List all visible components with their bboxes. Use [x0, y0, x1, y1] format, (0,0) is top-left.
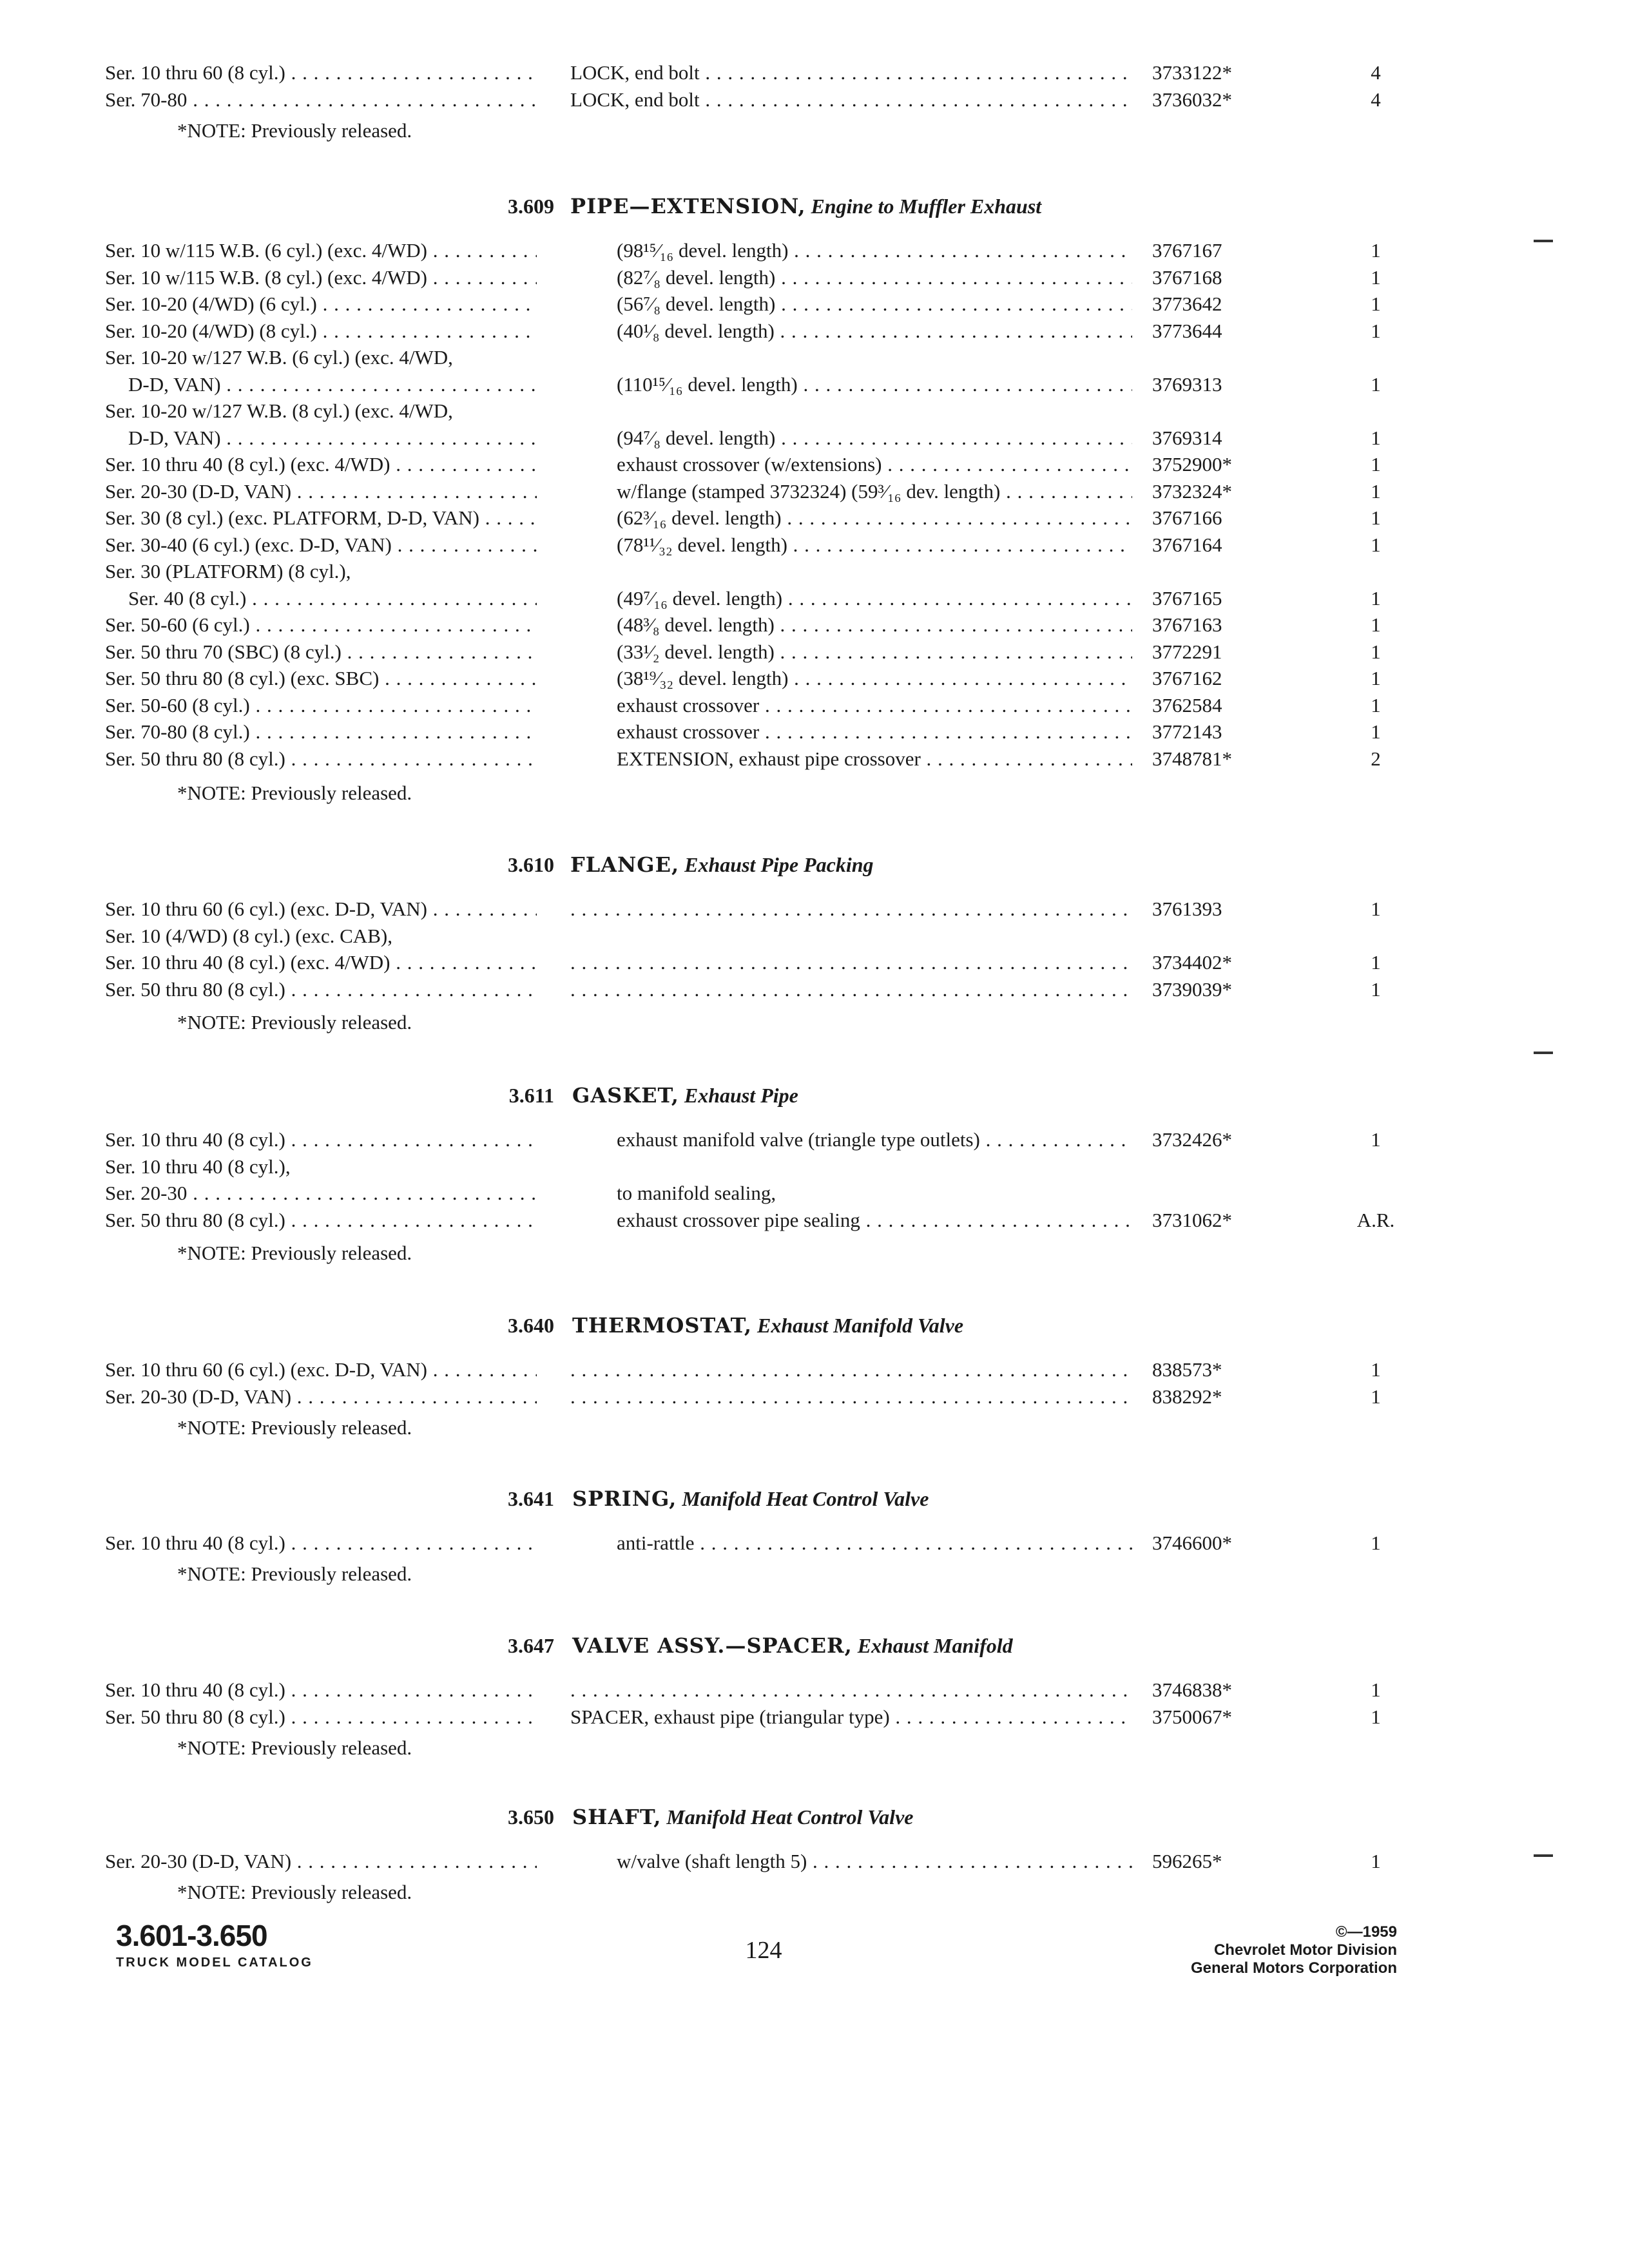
- description: [570, 1383, 1132, 1410]
- quantity: 1: [1371, 1678, 1381, 1701]
- section-subtitle: Exhaust Pipe Packing: [684, 853, 874, 876]
- quantity: 1: [1371, 1705, 1381, 1728]
- part-number: 3769314: [1152, 426, 1222, 449]
- section-title: SPRING,: [572, 1486, 677, 1511]
- application: Ser. 10 w/115 W.B. (8 cyl.) (exc. 4/WD) . . .: [105, 264, 537, 291]
- section-number: 3.647: [508, 1634, 554, 1657]
- description: to manifold sealing,: [617, 1182, 776, 1204]
- part-number: 3732324*: [1152, 479, 1232, 503]
- description: SPACER, exhaust pipe (triangular type) . . .: [570, 1704, 1132, 1731]
- section-title: PIPE—EXTENSION,: [570, 194, 806, 218]
- application: Ser. 50 thru 80 (8 cyl.) . . .: [105, 976, 537, 1003]
- application: Ser. 10-20 w/127 W.B. (8 cyl.) (exc. 4/WD,: [105, 399, 453, 422]
- section-subtitle: Exhaust Pipe: [684, 1084, 798, 1107]
- part-number: 3767165: [1152, 586, 1222, 610]
- section-subtitle: Manifold Heat Control Valve: [666, 1805, 914, 1829]
- part-number: 3762584: [1152, 693, 1222, 716]
- description: (48³⁄₈ devel. length) . . .: [617, 611, 1132, 639]
- quantity: 1: [1371, 667, 1381, 689]
- quantity: 1: [1371, 951, 1381, 974]
- section-number: 3.611: [508, 1084, 554, 1107]
- quantity: A.R.: [1356, 1208, 1395, 1231]
- quantity: 1: [1371, 533, 1381, 556]
- description: [570, 896, 1132, 923]
- application: Ser. 20-30 . . .: [105, 1180, 537, 1207]
- quantity: 1: [1371, 1385, 1381, 1408]
- part-number: 838573*: [1152, 1358, 1222, 1381]
- quantity: 1: [1371, 1128, 1381, 1151]
- part-number: 3733122*: [1152, 61, 1232, 84]
- description: LOCK, end bolt . . .: [570, 59, 1132, 86]
- application: Ser. 10 w/115 W.B. (6 cyl.) (exc. 4/WD) . . .: [105, 237, 537, 264]
- description: anti-rattle . . .: [617, 1530, 1132, 1557]
- application: Ser. 50 thru 80 (8 cyl.) . . .: [105, 1704, 537, 1731]
- section-number: 3.641: [508, 1487, 554, 1510]
- description: (40¹⁄₈ devel. length) . . .: [617, 318, 1132, 345]
- description: (82⁷⁄₈ devel. length) . . .: [617, 264, 1132, 291]
- copyright-block: [1191, 1923, 1397, 1977]
- description: [570, 976, 1132, 1003]
- section-number: 3.609: [508, 195, 554, 218]
- section-title: SHAFT,: [572, 1805, 662, 1829]
- quantity: 1: [1371, 293, 1381, 315]
- application: Ser. 30 (8 cyl.) (exc. PLATFORM, D-D, VAN) . . .: [105, 505, 537, 532]
- section-number: 3.650: [508, 1805, 554, 1829]
- copyright: ©—1959: [1335, 1923, 1397, 1941]
- description: w/flange (stamped 3732324) (59³⁄₁₆ dev. length) . . .: [617, 478, 1132, 505]
- application: Ser. 50-60 (6 cyl.) . . .: [105, 611, 537, 639]
- description: exhaust manifold valve (triangle type outlets) . . .: [617, 1126, 1132, 1153]
- quantity: 4: [1371, 61, 1381, 84]
- part-number: 3767167: [1152, 239, 1222, 262]
- page-number: 124: [745, 1937, 782, 1964]
- note: *NOTE: Previously released.: [177, 1011, 412, 1033]
- application: Ser. 10 thru 40 (8 cyl.) (exc. 4/WD) . . .: [105, 949, 537, 976]
- part-number: 3736032*: [1152, 88, 1232, 111]
- application: Ser. 10 thru 60 (6 cyl.) (exc. D-D, VAN) . . .: [105, 1356, 537, 1383]
- application: Ser. 10 (4/WD) (8 cyl.) (exc. CAB),: [105, 924, 392, 947]
- section-title: VALVE ASSY.—SPACER,: [572, 1633, 853, 1658]
- part-number: 3773642: [1152, 293, 1222, 315]
- description: w/valve (shaft length 5) . . .: [617, 1848, 1132, 1875]
- quantity: 1: [1371, 506, 1381, 529]
- description: exhaust crossover pipe sealing . . .: [617, 1207, 1132, 1234]
- margin-mark: [1534, 1052, 1553, 1054]
- description: (62³⁄₁₆ devel. length) . . .: [617, 505, 1132, 532]
- part-number: 3767166: [1152, 506, 1222, 529]
- part-number: 3772291: [1152, 640, 1222, 663]
- quantity: 1: [1371, 586, 1381, 610]
- quantity: 1: [1371, 319, 1381, 342]
- part-number: 3769313: [1152, 372, 1222, 396]
- section-number: 3.640: [508, 1314, 554, 1337]
- part-number: 3734402*: [1152, 951, 1232, 974]
- note: *NOTE: Previously released.: [177, 1562, 412, 1585]
- catalog-name: TRUCK MODEL CATALOG: [116, 1956, 313, 1970]
- note: *NOTE: Previously released.: [177, 1736, 412, 1759]
- part-number: 3746838*: [1152, 1678, 1232, 1701]
- application: Ser. 50 thru 80 (8 cyl.) . . .: [105, 745, 537, 773]
- part-number: 3752900*: [1152, 453, 1232, 476]
- description: EXTENSION, exhaust pipe crossover . . .: [617, 745, 1132, 773]
- quantity: 1: [1371, 898, 1381, 920]
- application: Ser. 10-20 (4/WD) (6 cyl.) . . .: [105, 291, 537, 318]
- part-number: 838292*: [1152, 1385, 1222, 1408]
- description: (94⁷⁄₈ devel. length) . . .: [617, 425, 1132, 452]
- section-subtitle: Engine to Muffler Exhaust: [811, 195, 1042, 218]
- description: (38¹⁹⁄₃₂ devel. length) . . .: [617, 665, 1132, 692]
- application: Ser. 10 thru 60 (6 cyl.) (exc. D-D, VAN) . . .: [105, 896, 537, 923]
- application: Ser. 20-30 (D-D, VAN) . . .: [105, 1848, 537, 1875]
- part-number: 3739039*: [1152, 977, 1232, 1001]
- application: D-D, VAN) . . .: [105, 371, 537, 398]
- part-number: 3746600*: [1152, 1532, 1232, 1554]
- application: Ser. 40 (8 cyl.) . . .: [105, 585, 537, 612]
- section-subtitle: Manifold Heat Control Valve: [682, 1487, 929, 1510]
- application: Ser. 50 thru 80 (8 cyl.) (exc. SBC) . . .: [105, 665, 537, 692]
- part-number: 3731062*: [1152, 1208, 1232, 1231]
- quantity: 1: [1371, 613, 1381, 636]
- section-title: GASKET,: [572, 1083, 679, 1108]
- part-number: 3767164: [1152, 533, 1222, 556]
- application: Ser. 50 thru 80 (8 cyl.) . . .: [105, 1207, 537, 1234]
- part-number: 3767162: [1152, 667, 1222, 689]
- application: Ser. 30 (PLATFORM) (8 cyl.),: [105, 560, 351, 582]
- application: Ser. 50-60 (8 cyl.) . . .: [105, 692, 537, 719]
- application: Ser. 10 thru 40 (8 cyl.) (exc. 4/WD) . . .: [105, 451, 537, 478]
- quantity: 1: [1371, 426, 1381, 449]
- description: (98¹⁵⁄₁₆ devel. length) . . .: [617, 237, 1132, 264]
- note: *NOTE: Previously released.: [177, 119, 412, 142]
- description: (110¹⁵⁄₁₆ devel. length) . . .: [617, 371, 1132, 398]
- quantity: 1: [1371, 1532, 1381, 1554]
- application: Ser. 10 thru 40 (8 cyl.) . . .: [105, 1126, 537, 1153]
- section-range: 3.601-3.650: [116, 1919, 267, 1952]
- note: *NOTE: Previously released.: [177, 1416, 412, 1439]
- application: Ser. 20-30 (D-D, VAN) . . .: [105, 1383, 537, 1410]
- application: Ser. 10-20 (4/WD) (8 cyl.) . . .: [105, 318, 537, 345]
- part-number: 3748781*: [1152, 747, 1232, 770]
- part-number: 3773644: [1152, 319, 1222, 342]
- quantity: 1: [1371, 977, 1381, 1001]
- application: Ser. 50 thru 70 (SBC) (8 cyl.) . . .: [105, 639, 537, 666]
- quantity: 1: [1371, 372, 1381, 396]
- part-number: 3767168: [1152, 265, 1222, 289]
- description: (56⁷⁄₈ devel. length) . . .: [617, 291, 1132, 318]
- application: Ser. 10 thru 40 (8 cyl.) . . .: [105, 1677, 537, 1704]
- description: [570, 1356, 1132, 1383]
- application: Ser. 10 thru 40 (8 cyl.) . . .: [105, 1530, 537, 1557]
- description: (78¹¹⁄₃₂ devel. length) . . .: [617, 532, 1132, 559]
- division: Chevrolet Motor Division: [1213, 1941, 1397, 1959]
- note: *NOTE: Previously released.: [177, 782, 412, 804]
- application: Ser. 70-80 (8 cyl.) . . .: [105, 718, 537, 745]
- application: Ser. 10 thru 40 (8 cyl.),: [105, 1155, 291, 1178]
- quantity: 1: [1371, 1850, 1381, 1872]
- description: exhaust crossover . . .: [617, 692, 1132, 719]
- application: Ser. 20-30 (D-D, VAN) . . .: [105, 478, 537, 505]
- note: *NOTE: Previously released.: [177, 1242, 412, 1264]
- quantity: 1: [1371, 693, 1381, 716]
- section-number: 3.610: [508, 853, 554, 876]
- application: Ser. 10 thru 60 (8 cyl.) . . .: [105, 59, 537, 86]
- margin-mark: [1534, 240, 1553, 242]
- section-subtitle: Exhaust Manifold: [857, 1634, 1013, 1657]
- application: Ser. 10-20 w/127 W.B. (6 cyl.) (exc. 4/WD,: [105, 346, 453, 369]
- part-number: 3750067*: [1152, 1705, 1232, 1728]
- section-subtitle: Exhaust Manifold Valve: [757, 1314, 964, 1337]
- quantity: 1: [1371, 239, 1381, 262]
- corporation: General Motors Corporation: [1190, 1959, 1397, 1977]
- part-number: 3732426*: [1152, 1128, 1232, 1151]
- quantity: 1: [1371, 720, 1381, 743]
- part-number: 3772143: [1152, 720, 1222, 743]
- description: [570, 1677, 1132, 1704]
- application: D-D, VAN) . . .: [105, 425, 537, 452]
- quantity: 1: [1371, 1358, 1381, 1381]
- part-number: 3767163: [1152, 613, 1222, 636]
- application: Ser. 70-80 . . .: [105, 86, 537, 113]
- part-number: 596265*: [1152, 1850, 1222, 1872]
- section-title: THERMOSTAT,: [572, 1313, 753, 1338]
- quantity: 1: [1371, 453, 1381, 476]
- description: exhaust crossover . . .: [617, 718, 1132, 745]
- quantity: 1: [1371, 640, 1381, 663]
- description: (33¹⁄₂ devel. length) . . .: [617, 639, 1132, 666]
- section-title: FLANGE,: [570, 852, 680, 877]
- note: *NOTE: Previously released.: [177, 1881, 412, 1903]
- quantity: 1: [1371, 265, 1381, 289]
- description: [570, 949, 1132, 976]
- application: Ser. 30-40 (6 cyl.) (exc. D-D, VAN) . . .: [105, 532, 537, 559]
- quantity: 1: [1371, 479, 1381, 503]
- description: LOCK, end bolt . . .: [570, 86, 1132, 113]
- margin-mark: [1534, 1854, 1553, 1857]
- quantity: 4: [1371, 88, 1381, 111]
- part-number: 3761393: [1152, 898, 1222, 920]
- description: exhaust crossover (w/extensions) . . .: [617, 451, 1132, 478]
- description: (49⁷⁄₁₆ devel. length) . . .: [617, 585, 1132, 612]
- quantity: 2: [1371, 747, 1381, 770]
